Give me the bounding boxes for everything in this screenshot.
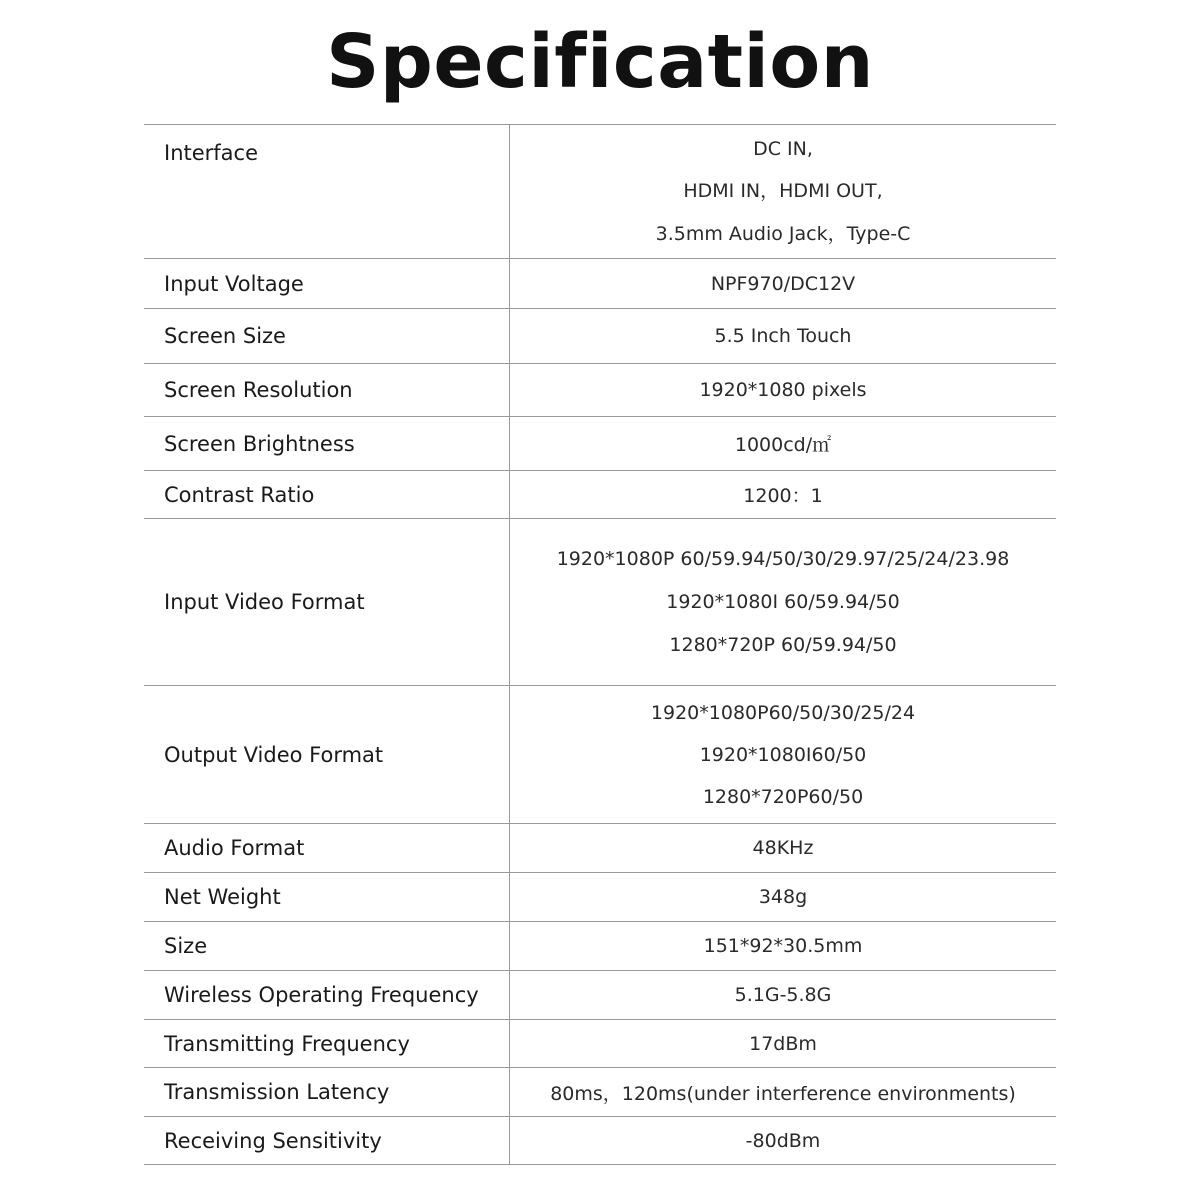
spec-label: Input Voltage	[144, 259, 510, 308]
spec-label: Screen Size	[144, 309, 510, 363]
spec-value	[510, 873, 1056, 921]
spec-value	[510, 824, 1056, 872]
spec-row-audio-format	[144, 824, 1056, 873]
spec-value-line: 80ms，120ms(under interference environments)	[550, 1082, 1016, 1105]
spec-value-line: -80dBm	[745, 1129, 821, 1152]
spec-row-screen-resolution	[144, 364, 1056, 417]
spec-value-line: HDMI IN，HDMI OUT,	[683, 180, 883, 203]
spec-label: Receiving Sensitivity	[144, 1117, 510, 1164]
spec-value-line: 3.5mm Audio Jack，Type-C	[655, 222, 911, 245]
spec-value-line: 5.1G-5.8G	[734, 984, 832, 1006]
spec-label: Transmitting Frequency	[144, 1020, 510, 1067]
spec-value	[510, 417, 1056, 470]
spec-row-transmission-latency	[144, 1068, 1056, 1117]
spec-table	[144, 124, 1056, 1165]
spec-value	[510, 922, 1056, 970]
spec-value	[510, 259, 1056, 308]
spec-row-transmitting-frequency	[144, 1020, 1056, 1068]
spec-value	[510, 1068, 1056, 1116]
spec-value-line: 1280*720P 60/59.94/50	[669, 633, 897, 656]
spec-value-line: 5.5 Inch Touch	[714, 325, 852, 347]
spec-label: Audio Format	[144, 824, 510, 872]
spec-row-contrast-ratio	[144, 471, 1056, 519]
spec-value	[510, 971, 1056, 1019]
spec-value-line: NPF970/DC12V	[710, 272, 856, 295]
spec-value-line: DC IN,	[753, 137, 813, 160]
spec-label: Screen Brightness	[144, 417, 510, 470]
spec-label: Screen Resolution	[144, 364, 510, 416]
spec-value	[510, 471, 1056, 518]
spec-label: Size	[144, 922, 510, 970]
spec-label: Output Video Format	[144, 686, 510, 823]
spec-label: Wireless Operating Frequency	[144, 971, 510, 1019]
spec-label: Transmission Latency	[144, 1068, 510, 1116]
spec-value-line: 48KHz	[752, 837, 814, 859]
spec-value	[510, 686, 1056, 823]
spec-value	[510, 1117, 1056, 1164]
spec-row-interface	[144, 125, 1056, 259]
spec-value-line: 17dBm	[749, 1032, 817, 1055]
spec-value	[510, 519, 1056, 685]
spec-label: Input Video Format	[144, 519, 510, 685]
spec-row-receiving-sensitivity	[144, 1117, 1056, 1165]
spec-row-screen-brightness	[144, 417, 1056, 471]
spec-value-line: 1920*1080P 60/59.94/50/30/29.97/25/24/23.98	[556, 547, 1010, 570]
spec-value-line: 1200：1	[743, 485, 823, 507]
spec-row-size	[144, 922, 1056, 971]
spec-row-screen-size	[144, 309, 1056, 364]
spec-value-line: 1000cd/㎡	[734, 434, 832, 456]
spec-value-line: 151*92*30.5mm	[703, 935, 863, 957]
spec-value-line: 1920*1080 pixels	[699, 379, 867, 401]
spec-value	[510, 309, 1056, 363]
spec-value-line: 348g	[758, 886, 808, 908]
spec-row-input-video-format	[144, 519, 1056, 686]
spec-value	[510, 1020, 1056, 1067]
spec-row-net-weight	[144, 873, 1056, 922]
spec-label: Net Weight	[144, 873, 510, 921]
spec-value-line: 1920*1080I 60/59.94/50	[666, 590, 900, 613]
spec-value	[510, 125, 1056, 258]
spec-value	[510, 364, 1056, 416]
spec-row-output-video-format	[144, 686, 1056, 824]
spec-row-input-voltage	[144, 259, 1056, 309]
spec-label: Contrast Ratio	[144, 471, 510, 518]
spec-value-line: 1920*1080P60/50/30/25/24	[650, 701, 916, 724]
spec-row-wireless-operating-frequency	[144, 971, 1056, 1020]
page-title: Specification	[326, 19, 874, 105]
spec-value-line: 1280*720P60/50	[702, 785, 864, 808]
spec-value-line: 1920*1080I60/50	[699, 743, 867, 766]
spec-label: Interface	[144, 125, 510, 258]
